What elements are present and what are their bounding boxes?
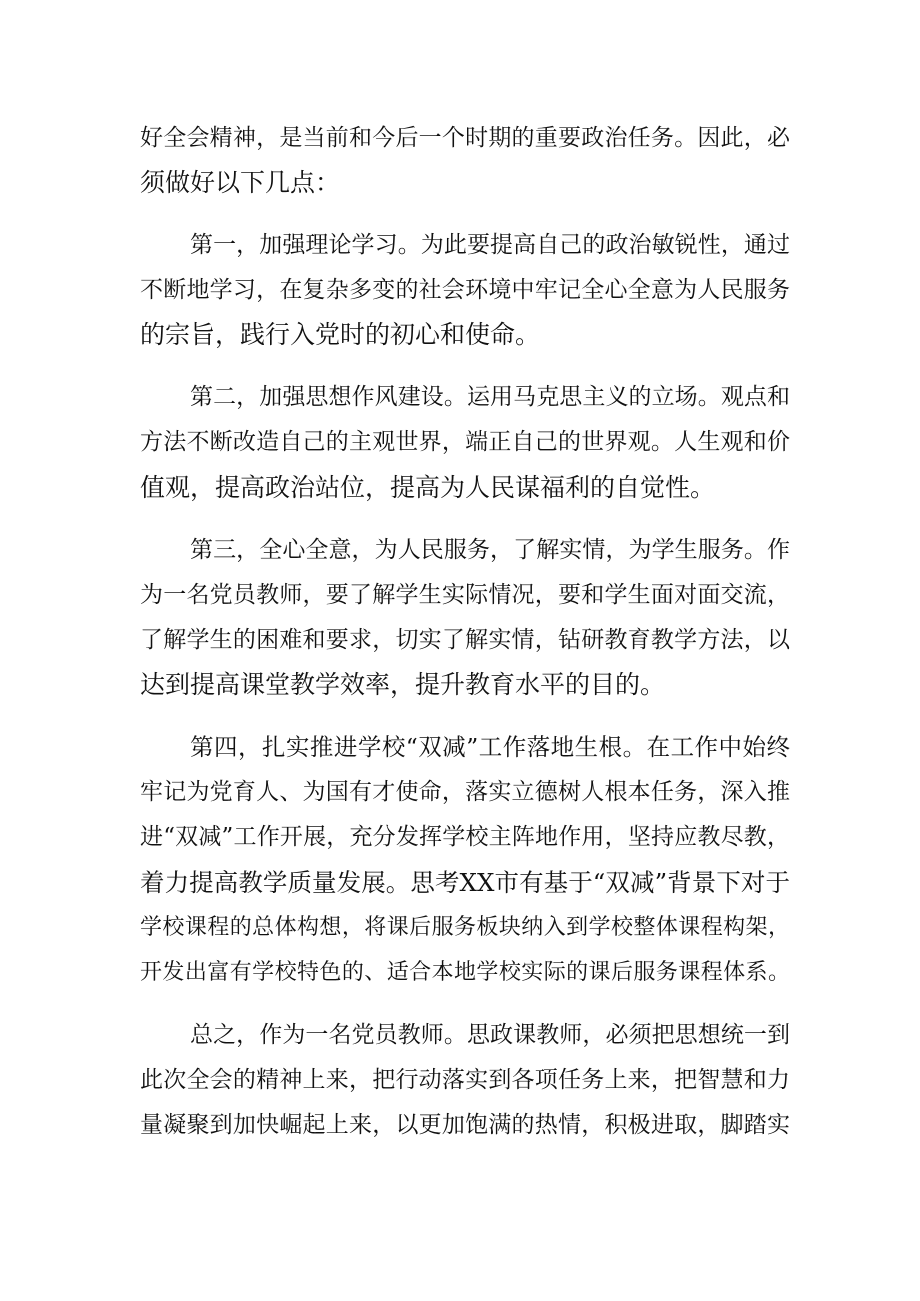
- paragraph-first-line: 第一，加强理论学习。为此要提高自己的政治敏锐性，通过: [190, 232, 790, 258]
- text-line: 须做好以下几点：: [140, 168, 341, 197]
- paragraph-first-line: 总之，作为一名党员教师。思政课教师，必须把思想统一到: [190, 1022, 790, 1048]
- text-line: 了解学生的困难和要求，切实了解实情，钻研教育教学方法，以: [140, 627, 790, 653]
- text-line: 方法不断改造自己的主观世界，端正自己的世界观。人生观和价: [140, 429, 790, 455]
- text-line: 的宗旨，践行入党时的初心和使命。: [140, 320, 541, 349]
- paragraph-first-line: 第三，全心全意，为人民服务，了解实情，为学生服务。作: [190, 537, 790, 563]
- text-line: 开发出富有学校特色的、适合本地学校实际的课后服务课程体系。: [140, 960, 790, 985]
- text-line: 着力提高教学质量发展。思考XX市有基于“双减”背景下对于: [140, 868, 790, 897]
- text-line: 此次全会的精神上来，把行动落实到各项任务上来，把智慧和力: [140, 1067, 790, 1093]
- text-line: 好全会精神，是当前和今后一个时期的重要政治任务。因此，必: [140, 125, 790, 151]
- paragraph-first-line: 第二，加强思想作风建设。运用马克思主义的立场。观点和: [190, 384, 790, 410]
- text-line: 量凝聚到加快崛起上来，以更加饱满的热情，积极进取，脚踏实: [140, 1112, 790, 1138]
- text-line: 为一名党员教师，要了解学生实际情况，要和学生面对面交流，: [140, 582, 790, 608]
- text-line: 学校课程的总体构想，将课后服务板块纳入到学校整体课程构架，: [140, 915, 790, 940]
- text-line: 达到提高课堂教学效率，提升教育水平的目的。: [140, 670, 666, 699]
- text-line: 牢记为党育人、为国有才使命，落实立德树人根本任务，深入推: [140, 779, 790, 805]
- text-line: 不断地学习，在复杂多变的社会环境中牢记全心全意为人民服务: [140, 277, 790, 303]
- text-line: 进“双减”工作开展，充分发挥学校主阵地作用，坚持应教尽教，: [140, 824, 790, 850]
- paragraph-first-line: 第四，扎实推进学校“双减”工作落地生根。在工作中始终: [190, 733, 790, 761]
- text-line: 值观，提高政治站位，提高为人民谋福利的自觉性。: [140, 473, 716, 502]
